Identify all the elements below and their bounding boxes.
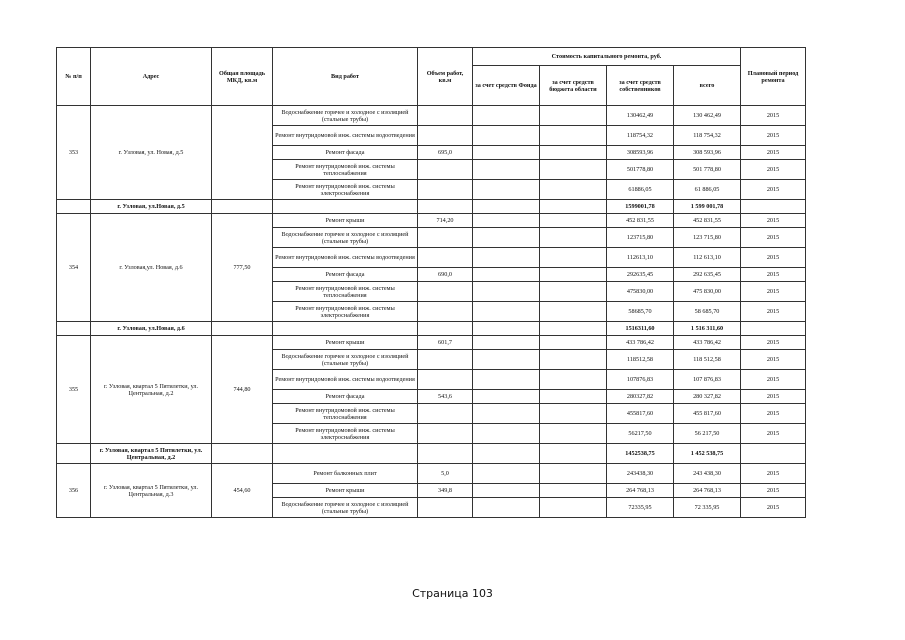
fund-cell [473, 390, 540, 404]
period-cell: 2015 [741, 248, 806, 268]
region-budget-cell [540, 180, 607, 200]
period-cell: 2015 [741, 268, 806, 282]
total-cell: 58 685,70 [674, 302, 741, 322]
volume-cell [418, 424, 473, 444]
fund-cell [473, 282, 540, 302]
region-budget-cell [540, 390, 607, 404]
fund-cell [473, 228, 540, 248]
work-type-cell: Ремонт внутридомовой инж. системы электроснабжения [273, 424, 418, 444]
area-cell: 777,50 [212, 214, 273, 322]
header-volume: Объем работ, кв.м [418, 48, 473, 106]
region-budget-cell [540, 228, 607, 248]
address-cell: г. Узловая, квартал 5 Пятилетки, ул. Центральная, д.3 [91, 464, 212, 518]
period-cell: 2015 [741, 282, 806, 302]
fund-cell [473, 106, 540, 126]
row-number [57, 200, 91, 214]
total-cell: 280 327,82 [674, 390, 741, 404]
volume-cell: 695,0 [418, 146, 473, 160]
period-cell: 2015 [741, 370, 806, 390]
period-cell [741, 322, 806, 336]
total-cell: 118 512,58 [674, 350, 741, 370]
region-budget-cell [540, 248, 607, 268]
work-type-cell: Ремонт внутридомовой инж. системы водоотведения [273, 126, 418, 146]
fund-cell [473, 404, 540, 424]
subtotal-row [57, 444, 806, 464]
volume-cell [418, 404, 473, 424]
owners-cell: 292635,45 [607, 268, 674, 282]
work-type-cell [273, 200, 418, 214]
owners-cell: 433 786,42 [607, 336, 674, 350]
owners-cell: 475830,00 [607, 282, 674, 302]
header-cost-group: Стоимость капитального ремонта, руб. [473, 48, 741, 66]
region-budget-cell [540, 404, 607, 424]
owners-cell: 123715,80 [607, 228, 674, 248]
period-cell: 2015 [741, 180, 806, 200]
region-budget-cell [540, 282, 607, 302]
volume-cell [418, 160, 473, 180]
fund-cell [473, 498, 540, 518]
work-type-cell: Ремонт крыши [273, 214, 418, 228]
volume-cell [418, 228, 473, 248]
work-type-cell: Ремонт внутридомовой инж. системы водоотведения [273, 370, 418, 390]
header-region-budget: за счет средств бюджета области [540, 66, 607, 106]
total-cell: 56 217,50 [674, 424, 741, 444]
work-type-cell: Ремонт внутридомовой инж. системы электроснабжения [273, 302, 418, 322]
region-budget-cell [540, 106, 607, 126]
owners-cell: 61886,05 [607, 180, 674, 200]
area-cell [212, 322, 273, 336]
fund-cell [473, 464, 540, 484]
owners-cell: 107876,83 [607, 370, 674, 390]
region-budget-cell [540, 350, 607, 370]
region-budget-cell [540, 126, 607, 146]
fund-cell [473, 444, 540, 464]
volume-cell [418, 180, 473, 200]
volume-cell [418, 370, 473, 390]
table-body [57, 106, 806, 518]
owners-cell: 455817,60 [607, 404, 674, 424]
area-cell [212, 106, 273, 200]
row-number [57, 322, 91, 336]
subtotal-row [57, 200, 806, 214]
total-cell: 475 830,00 [674, 282, 741, 302]
period-cell: 2015 [741, 404, 806, 424]
table-row [57, 106, 806, 126]
subtotal-address: г. Узловая, квартал 5 Пятилетки, ул. Центральная, д.2 [91, 444, 212, 464]
header-address: Адрес [91, 48, 212, 106]
area-cell: 454,60 [212, 464, 273, 518]
total-cell: 107 876,83 [674, 370, 741, 390]
owners-cell: 452 831,55 [607, 214, 674, 228]
owners-cell: 118754,32 [607, 126, 674, 146]
total-cell: 308 593,96 [674, 146, 741, 160]
total-cell: 292 635,45 [674, 268, 741, 282]
row-number: 356 [57, 464, 91, 518]
subtotal-address: г. Узловая, ул.Новая, д.6 [91, 322, 212, 336]
work-type-cell [273, 322, 418, 336]
page-number: Страница 103 [412, 587, 493, 600]
address-cell: г. Узловая, квартал 5 Пятилетки, ул. Центральная, д.2 [91, 336, 212, 444]
fund-cell [473, 302, 540, 322]
volume-cell [418, 248, 473, 268]
subtotal-total: 1 452 538,75 [674, 444, 741, 464]
address-cell: г. Узловая, ул. Новая, д.5 [91, 106, 212, 200]
period-cell: 2015 [741, 106, 806, 126]
work-type-cell: Ремонт крыши [273, 336, 418, 350]
fund-cell [473, 350, 540, 370]
work-type-cell: Ремонт внутридомовой инж. системы теплоснабжения [273, 404, 418, 424]
work-type-cell: Ремонт балконных плит [273, 464, 418, 484]
region-budget-cell [540, 302, 607, 322]
address-cell: г. Узловая,ул. Новая, д.6 [91, 214, 212, 322]
fund-cell [473, 322, 540, 336]
region-budget-cell [540, 322, 607, 336]
period-cell: 2015 [741, 302, 806, 322]
subtotal-total: 1 599 001,78 [674, 200, 741, 214]
table-row [57, 336, 806, 350]
header-num: № п/п [57, 48, 91, 106]
volume-cell [418, 444, 473, 464]
header-owners: за счет средств собственников [607, 66, 674, 106]
fund-cell [473, 268, 540, 282]
fund-cell [473, 126, 540, 146]
work-type-cell: Ремонт крыши [273, 484, 418, 498]
work-type-cell: Ремонт фасада [273, 146, 418, 160]
subtotal-row [57, 322, 806, 336]
period-cell: 2015 [741, 160, 806, 180]
period-cell: 2015 [741, 214, 806, 228]
work-type-cell: Ремонт фасада [273, 390, 418, 404]
subtotal-owners: 1516311,60 [607, 322, 674, 336]
total-cell: 264 768,13 [674, 484, 741, 498]
fund-cell [473, 336, 540, 350]
header-work-type: Вид работ [273, 48, 418, 106]
region-budget-cell [540, 370, 607, 390]
volume-cell: 5,0 [418, 464, 473, 484]
volume-cell: 349,8 [418, 484, 473, 498]
row-number: 354 [57, 214, 91, 322]
area-cell [212, 200, 273, 214]
region-budget-cell [540, 444, 607, 464]
region-budget-cell [540, 160, 607, 180]
region-budget-cell [540, 484, 607, 498]
work-type-cell: Водоснабжение горячее и холодное с изоляцией (стальные трубы) [273, 106, 418, 126]
table-row [57, 464, 806, 484]
work-type-cell: Водоснабжение горячее и холодное с изоляцией (стальные трубы) [273, 350, 418, 370]
work-type-cell: Водоснабжение горячее и холодное с изоляцией (стальные трубы) [273, 228, 418, 248]
fund-cell [473, 160, 540, 180]
volume-cell [418, 302, 473, 322]
region-budget-cell [540, 336, 607, 350]
owners-cell: 264 768,13 [607, 484, 674, 498]
fund-cell [473, 248, 540, 268]
subtotal-owners: 1599001,78 [607, 200, 674, 214]
region-budget-cell [540, 214, 607, 228]
owners-cell: 112613,10 [607, 248, 674, 268]
work-type-cell: Ремонт внутридомовой инж. системы теплоснабжения [273, 282, 418, 302]
total-cell: 243 438,30 [674, 464, 741, 484]
period-cell: 2015 [741, 228, 806, 248]
table-row [57, 214, 806, 228]
period-cell: 2015 [741, 464, 806, 484]
region-budget-cell [540, 424, 607, 444]
volume-cell [418, 200, 473, 214]
header-fund: за счет средств Фонда [473, 66, 540, 106]
fund-cell [473, 214, 540, 228]
volume-cell [418, 126, 473, 146]
area-cell: 744,80 [212, 336, 273, 444]
volume-cell [418, 282, 473, 302]
region-budget-cell [540, 498, 607, 518]
owners-cell: 280327,82 [607, 390, 674, 404]
region-budget-cell [540, 464, 607, 484]
work-type-cell: Ремонт внутридомовой инж. системы водоотведения [273, 248, 418, 268]
period-cell: 2015 [741, 350, 806, 370]
volume-cell [418, 322, 473, 336]
total-cell: 112 613,10 [674, 248, 741, 268]
fund-cell [473, 180, 540, 200]
volume-cell: 601,7 [418, 336, 473, 350]
repair-cost-table [56, 47, 806, 518]
volume-cell [418, 350, 473, 370]
subtotal-owners: 1452538,75 [607, 444, 674, 464]
header-total: всего [674, 66, 741, 106]
total-cell: 433 786,42 [674, 336, 741, 350]
fund-cell [473, 370, 540, 390]
fund-cell [473, 484, 540, 498]
period-cell: 2015 [741, 336, 806, 350]
owners-cell: 56217,50 [607, 424, 674, 444]
row-number: 353 [57, 106, 91, 200]
total-cell: 452 831,55 [674, 214, 741, 228]
period-cell [741, 200, 806, 214]
period-cell: 2015 [741, 424, 806, 444]
volume-cell: 690,0 [418, 268, 473, 282]
owners-cell: 243438,30 [607, 464, 674, 484]
fund-cell [473, 424, 540, 444]
work-type-cell: Ремонт внутридомовой инж. системы теплоснабжения [273, 160, 418, 180]
total-cell: 118 754,32 [674, 126, 741, 146]
fund-cell [473, 146, 540, 160]
work-type-cell: Ремонт внутридомовой инж. системы электроснабжения [273, 180, 418, 200]
volume-cell [418, 106, 473, 126]
period-cell: 2015 [741, 390, 806, 404]
row-number [57, 444, 91, 464]
owners-cell: 130462,49 [607, 106, 674, 126]
owners-cell: 501778,80 [607, 160, 674, 180]
period-cell: 2015 [741, 484, 806, 498]
total-cell: 455 817,60 [674, 404, 741, 424]
owners-cell: 58685,70 [607, 302, 674, 322]
total-cell: 72 335,95 [674, 498, 741, 518]
work-type-cell: Водоснабжение горячее и холодное с изоляцией (стальные трубы) [273, 498, 418, 518]
area-cell [212, 444, 273, 464]
region-budget-cell [540, 268, 607, 282]
period-cell: 2015 [741, 146, 806, 160]
subtotal-address: г. Узловая, ул.Новая, д.5 [91, 200, 212, 214]
total-cell: 130 462,49 [674, 106, 741, 126]
owners-cell: 118512,58 [607, 350, 674, 370]
header-area: Общая площадь МКД, кв.м [212, 48, 273, 106]
total-cell: 61 886,05 [674, 180, 741, 200]
fund-cell [473, 200, 540, 214]
volume-cell [418, 498, 473, 518]
region-budget-cell [540, 200, 607, 214]
work-type-cell [273, 444, 418, 464]
volume-cell: 543,6 [418, 390, 473, 404]
period-cell: 2015 [741, 498, 806, 518]
header-period: Плановый период ремонта [741, 48, 806, 106]
row-number: 355 [57, 336, 91, 444]
owners-cell: 308593,96 [607, 146, 674, 160]
owners-cell: 72335,95 [607, 498, 674, 518]
work-type-cell: Ремонт фасада [273, 268, 418, 282]
total-cell: 123 715,80 [674, 228, 741, 248]
region-budget-cell [540, 146, 607, 160]
total-cell: 501 778,80 [674, 160, 741, 180]
subtotal-total: 1 516 311,60 [674, 322, 741, 336]
volume-cell: 714,20 [418, 214, 473, 228]
period-cell [741, 444, 806, 464]
period-cell: 2015 [741, 126, 806, 146]
